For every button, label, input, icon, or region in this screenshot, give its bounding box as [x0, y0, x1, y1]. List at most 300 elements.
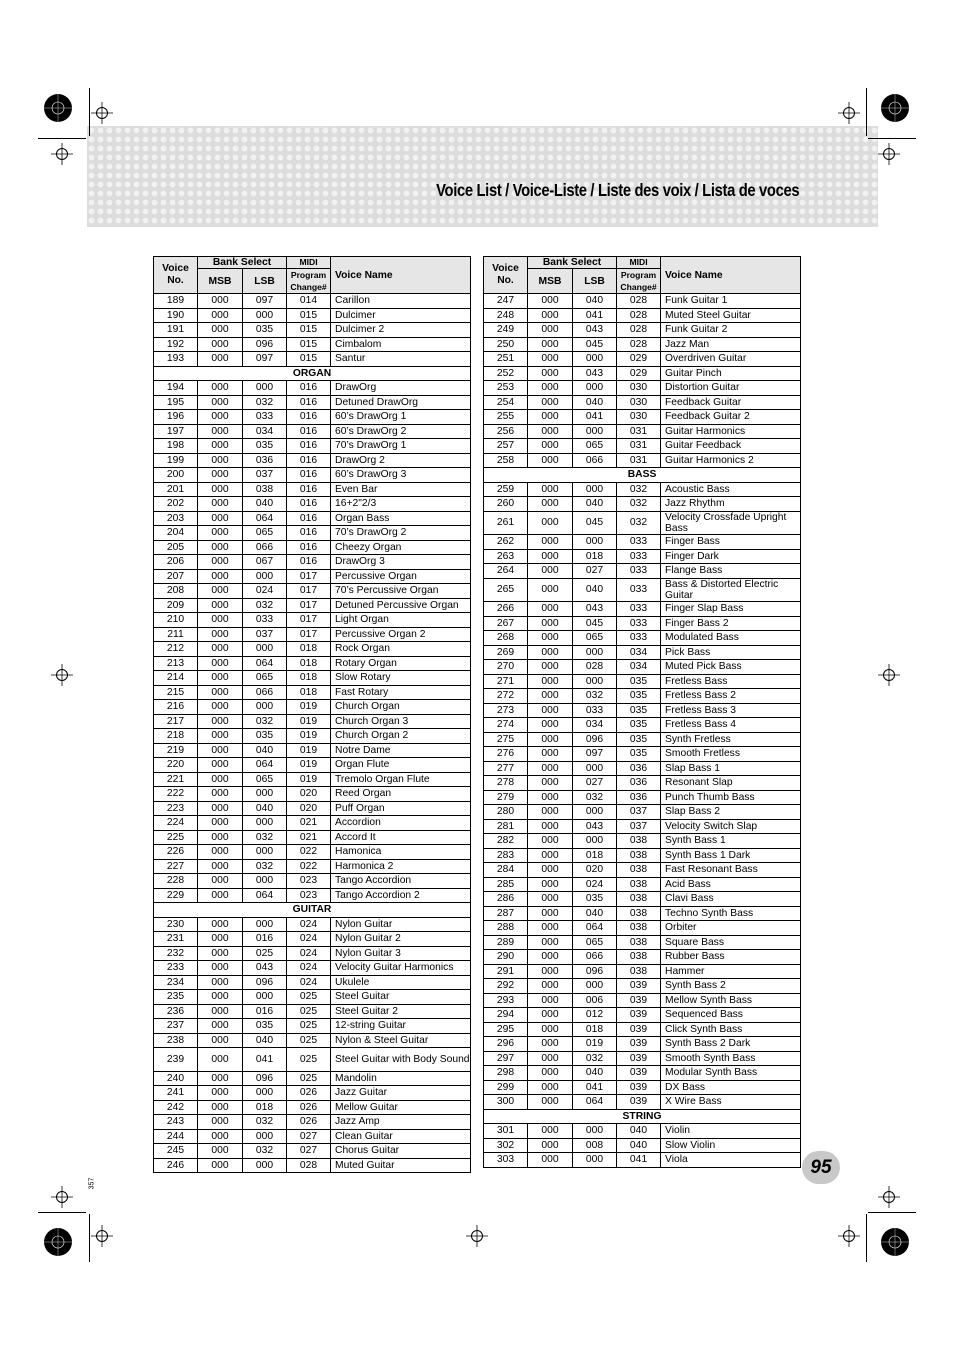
- lsb-cell: 000: [573, 381, 617, 396]
- table-row: [154, 700, 471, 715]
- msb-cell: 000: [198, 410, 243, 425]
- msb-cell: 000: [198, 381, 243, 396]
- voice-number-cell: 210: [154, 613, 198, 628]
- voice-name-cell: Accordion: [331, 816, 471, 831]
- table-row: [154, 946, 471, 961]
- voice-number-cell: 273: [484, 703, 528, 718]
- voice-name-cell: Slow Violin: [661, 1138, 801, 1153]
- voice-name-cell: Church Organ: [331, 700, 471, 715]
- registration-disc-icon: [43, 1227, 73, 1257]
- voice-number-cell: 267: [484, 616, 528, 631]
- program-change-cell: 036: [617, 761, 661, 776]
- header-voice-name: Voice Name: [331, 257, 471, 294]
- msb-cell: 000: [528, 848, 573, 863]
- voice-number-cell: 286: [484, 892, 528, 907]
- table-row: [484, 660, 801, 675]
- lsb-cell: 000: [573, 482, 617, 497]
- voice-number-cell: 228: [154, 874, 198, 889]
- msb-cell: 000: [198, 743, 243, 758]
- table-row: [154, 1071, 471, 1086]
- voice-number-cell: 269: [484, 645, 528, 660]
- voice-number-cell: 235: [154, 990, 198, 1005]
- lsb-cell: 000: [243, 700, 287, 715]
- voice-number-cell: 220: [154, 758, 198, 773]
- voice-number-cell: 214: [154, 671, 198, 686]
- msb-cell: 000: [528, 950, 573, 965]
- table-row: [484, 1080, 801, 1095]
- section-header-row: [484, 468, 801, 483]
- voice-number-cell: 247: [484, 294, 528, 309]
- program-change-cell: 016: [287, 482, 331, 497]
- table-row: [154, 859, 471, 874]
- voice-number-cell: 280: [484, 805, 528, 820]
- msb-cell: 000: [198, 1048, 243, 1072]
- lsb-cell: 040: [573, 395, 617, 410]
- header-midi: MIDI: [287, 257, 331, 269]
- voice-number-cell: 203: [154, 511, 198, 526]
- msb-cell: 000: [528, 535, 573, 550]
- crop-mark: [868, 138, 916, 139]
- msb-cell: 000: [528, 366, 573, 381]
- voice-name-cell: Reed Organ: [331, 787, 471, 802]
- program-change-cell: 022: [287, 859, 331, 874]
- voice-number-cell: 199: [154, 453, 198, 468]
- lsb-cell: 032: [243, 714, 287, 729]
- table-row: [484, 863, 801, 878]
- voice-name-cell: DrawOrg 2: [331, 453, 471, 468]
- lsb-cell: 000: [243, 874, 287, 889]
- msb-cell: 000: [198, 888, 243, 903]
- msb-cell: 000: [198, 685, 243, 700]
- voice-number-cell: 248: [484, 308, 528, 323]
- lsb-cell: 027: [573, 776, 617, 791]
- voice-number-cell: 256: [484, 424, 528, 439]
- lsb-cell: 037: [243, 627, 287, 642]
- voice-number-cell: 223: [154, 801, 198, 816]
- program-change-cell: 033: [617, 535, 661, 550]
- voice-number-cell: 240: [154, 1071, 198, 1086]
- voice-name-cell: 16+2"2/3: [331, 497, 471, 512]
- table-row: [484, 1051, 801, 1066]
- table-row: [484, 819, 801, 834]
- msb-cell: 000: [198, 932, 243, 947]
- msb-cell: 000: [198, 787, 243, 802]
- msb-cell: 000: [528, 834, 573, 849]
- voice-number-cell: 241: [154, 1086, 198, 1101]
- msb-cell: 000: [528, 921, 573, 936]
- lsb-cell: 040: [243, 1033, 287, 1048]
- table-row: [154, 598, 471, 613]
- msb-cell: 000: [528, 689, 573, 704]
- voice-name-cell: Finger Dark: [661, 549, 801, 564]
- voice-number-cell: 194: [154, 381, 198, 396]
- voice-name-cell: Acoustic Bass: [661, 482, 801, 497]
- voice-number-cell: 271: [484, 674, 528, 689]
- program-change-cell: 017: [287, 598, 331, 613]
- msb-cell: 000: [198, 1033, 243, 1048]
- msb-cell: 000: [198, 700, 243, 715]
- table-row: [154, 526, 471, 541]
- lsb-cell: 032: [573, 790, 617, 805]
- voice-number-cell: 298: [484, 1066, 528, 1081]
- lsb-cell: 040: [243, 801, 287, 816]
- table-row: [484, 616, 801, 631]
- msb-cell: 000: [198, 729, 243, 744]
- msb-cell: 000: [528, 964, 573, 979]
- table-row: [154, 932, 471, 947]
- program-change-cell: 040: [617, 1138, 661, 1153]
- header-bank-select: Bank Select: [198, 257, 287, 269]
- voice-name-cell: 70’s DrawOrg 2: [331, 526, 471, 541]
- voice-name-cell: Percussive Organ: [331, 569, 471, 584]
- voice-number-cell: 237: [154, 1019, 198, 1034]
- voice-number-cell: 233: [154, 961, 198, 976]
- program-change-cell: 038: [617, 892, 661, 907]
- table-row: [484, 337, 801, 352]
- lsb-cell: 041: [573, 1080, 617, 1095]
- voice-number-cell: 243: [154, 1115, 198, 1130]
- lsb-cell: 097: [573, 747, 617, 762]
- voice-number-cell: 257: [484, 439, 528, 454]
- voice-name-cell: Organ Bass: [331, 511, 471, 526]
- voice-name-cell: 12-string Guitar: [331, 1019, 471, 1034]
- msb-cell: 000: [198, 975, 243, 990]
- table-row: [484, 323, 801, 338]
- lsb-cell: 067: [243, 555, 287, 570]
- lsb-cell: 045: [573, 511, 617, 535]
- voice-name-cell: Acid Bass: [661, 877, 801, 892]
- table-row: [154, 845, 471, 860]
- lsb-cell: 064: [243, 511, 287, 526]
- msb-cell: 000: [198, 497, 243, 512]
- lsb-cell: 064: [243, 888, 287, 903]
- voice-name-cell: Santur: [331, 352, 471, 367]
- voice-name-cell: Fretless Bass: [661, 674, 801, 689]
- program-change-cell: 017: [287, 613, 331, 628]
- crop-mark: [866, 1214, 867, 1262]
- msb-cell: 000: [198, 627, 243, 642]
- msb-cell: 000: [198, 656, 243, 671]
- crop-mark: [89, 1214, 90, 1262]
- voice-number-cell: 252: [484, 366, 528, 381]
- voice-number-cell: 255: [484, 410, 528, 425]
- program-change-cell: 015: [287, 308, 331, 323]
- voice-name-cell: Clean Guitar: [331, 1129, 471, 1144]
- lsb-cell: 000: [243, 381, 287, 396]
- program-change-cell: 035: [617, 747, 661, 762]
- msb-cell: 000: [198, 1100, 243, 1115]
- program-change-cell: 016: [287, 526, 331, 541]
- table-row: [484, 1022, 801, 1037]
- program-change-cell: 021: [287, 830, 331, 845]
- program-change-cell: 016: [287, 511, 331, 526]
- voice-number-cell: 218: [154, 729, 198, 744]
- voice-name-cell: Steel Guitar with Body Sound: [331, 1048, 471, 1072]
- header-midi: MIDI: [617, 257, 661, 269]
- lsb-cell: 034: [573, 718, 617, 733]
- msb-cell: 000: [198, 859, 243, 874]
- program-change-cell: 038: [617, 921, 661, 936]
- voice-number-cell: 262: [484, 535, 528, 550]
- program-change-cell: 034: [617, 645, 661, 660]
- msb-cell: 000: [528, 747, 573, 762]
- program-change-cell: 016: [287, 497, 331, 512]
- msb-cell: 000: [528, 1095, 573, 1110]
- lsb-cell: 018: [573, 1022, 617, 1037]
- voice-number-cell: 238: [154, 1033, 198, 1048]
- lsb-cell: 020: [573, 863, 617, 878]
- voice-name-cell: Nylon & Steel Guitar: [331, 1033, 471, 1048]
- lsb-cell: 028: [573, 660, 617, 675]
- lsb-cell: 045: [573, 337, 617, 352]
- program-change-cell: 025: [287, 1071, 331, 1086]
- voice-name-cell: Steel Guitar 2: [331, 1004, 471, 1019]
- table-row: [154, 801, 471, 816]
- voice-number-cell: 259: [484, 482, 528, 497]
- lsb-cell: 000: [243, 569, 287, 584]
- voice-name-cell: Jazz Rhythm: [661, 497, 801, 512]
- program-change-cell: 039: [617, 1066, 661, 1081]
- table-row: [484, 747, 801, 762]
- program-change-cell: 024: [287, 946, 331, 961]
- lsb-cell: 045: [573, 616, 617, 631]
- table-row: [484, 482, 801, 497]
- voice-number-cell: 245: [154, 1144, 198, 1159]
- msb-cell: 000: [528, 352, 573, 367]
- voice-name-cell: Guitar Feedback: [661, 439, 801, 454]
- table-row: [484, 564, 801, 579]
- lsb-cell: 034: [243, 424, 287, 439]
- table-row: [484, 308, 801, 323]
- table-row: [154, 1158, 471, 1173]
- msb-cell: 000: [528, 1080, 573, 1095]
- header-program-change: Program Change#: [287, 269, 331, 294]
- table-row: [484, 761, 801, 776]
- msb-cell: 000: [528, 602, 573, 617]
- voice-name-cell: Bass & Distorted Electric Guitar: [661, 578, 801, 602]
- lsb-cell: 040: [573, 906, 617, 921]
- voice-name-cell: Velocity Guitar Harmonics: [331, 961, 471, 976]
- lsb-cell: 032: [243, 598, 287, 613]
- program-change-cell: 039: [617, 993, 661, 1008]
- msb-cell: 000: [528, 294, 573, 309]
- voice-number-cell: 191: [154, 323, 198, 338]
- table-row: [484, 674, 801, 689]
- voice-name-cell: Feedback Guitar: [661, 395, 801, 410]
- program-change-cell: 015: [287, 337, 331, 352]
- registration-disc-icon: [880, 93, 910, 123]
- voice-number-cell: 290: [484, 950, 528, 965]
- header-lsb: LSB: [243, 269, 287, 294]
- voice-number-cell: 277: [484, 761, 528, 776]
- table-row: [154, 352, 471, 367]
- lsb-cell: 065: [573, 631, 617, 646]
- program-change-cell: 028: [617, 294, 661, 309]
- program-change-cell: 026: [287, 1100, 331, 1115]
- voice-name-cell: Finger Bass: [661, 535, 801, 550]
- voice-name-cell: Guitar Pinch: [661, 366, 801, 381]
- program-change-cell: 018: [287, 642, 331, 657]
- voice-number-cell: 268: [484, 631, 528, 646]
- msb-cell: 000: [528, 979, 573, 994]
- voice-name-cell: Feedback Guitar 2: [661, 410, 801, 425]
- msb-cell: 000: [528, 674, 573, 689]
- msb-cell: 000: [198, 352, 243, 367]
- lsb-cell: 000: [243, 308, 287, 323]
- table-row: [484, 631, 801, 646]
- voice-number-cell: 190: [154, 308, 198, 323]
- voice-name-cell: Jazz Man: [661, 337, 801, 352]
- program-change-cell: 028: [617, 337, 661, 352]
- program-change-cell: 039: [617, 1095, 661, 1110]
- lsb-cell: 066: [573, 950, 617, 965]
- program-change-cell: 025: [287, 1033, 331, 1048]
- msb-cell: 000: [528, 1066, 573, 1081]
- voice-number-cell: 292: [484, 979, 528, 994]
- msb-cell: 000: [198, 439, 243, 454]
- table-row: [154, 1115, 471, 1130]
- lsb-cell: 000: [243, 1129, 287, 1144]
- lsb-cell: 000: [243, 787, 287, 802]
- table-row: [154, 888, 471, 903]
- voice-number-cell: 197: [154, 424, 198, 439]
- lsb-cell: 043: [573, 819, 617, 834]
- voice-number-cell: 200: [154, 468, 198, 483]
- header-voice-no: Voice No.: [154, 257, 198, 294]
- lsb-cell: 019: [573, 1037, 617, 1052]
- lsb-cell: 035: [243, 729, 287, 744]
- lsb-cell: 096: [243, 975, 287, 990]
- table-row: [154, 511, 471, 526]
- voice-table-right-body: [484, 294, 801, 1168]
- registration-target-icon: [51, 664, 73, 686]
- msb-cell: 000: [198, 990, 243, 1005]
- lsb-cell: 027: [573, 564, 617, 579]
- lsb-cell: 000: [573, 535, 617, 550]
- lsb-cell: 035: [243, 1019, 287, 1034]
- voice-number-cell: 208: [154, 584, 198, 599]
- voice-number-cell: 287: [484, 906, 528, 921]
- table-row: [154, 555, 471, 570]
- voice-name-cell: DrawOrg 3: [331, 555, 471, 570]
- voice-name-cell: Smooth Fretless: [661, 747, 801, 762]
- voice-number-cell: 278: [484, 776, 528, 791]
- voice-name-cell: Violin: [661, 1124, 801, 1139]
- lsb-cell: 000: [243, 845, 287, 860]
- lsb-cell: 043: [243, 961, 287, 976]
- msb-cell: 000: [528, 511, 573, 535]
- table-row: [154, 772, 471, 787]
- lsb-cell: 035: [243, 323, 287, 338]
- lsb-cell: 037: [243, 468, 287, 483]
- lsb-cell: 032: [243, 830, 287, 845]
- voice-number-cell: 284: [484, 863, 528, 878]
- voice-name-cell: Fretless Bass 2: [661, 689, 801, 704]
- voice-name-cell: 60’s DrawOrg 2: [331, 424, 471, 439]
- voice-name-cell: Fast Resonant Bass: [661, 863, 801, 878]
- msb-cell: 000: [528, 805, 573, 820]
- table-row: [484, 410, 801, 425]
- voice-number-cell: 294: [484, 1008, 528, 1023]
- table-row: [154, 787, 471, 802]
- voice-name-cell: Mellow Guitar: [331, 1100, 471, 1115]
- lsb-cell: 000: [573, 424, 617, 439]
- program-change-cell: 025: [287, 1004, 331, 1019]
- lsb-cell: 033: [243, 613, 287, 628]
- voice-name-cell: Mandolin: [331, 1071, 471, 1086]
- voice-name-cell: Cimbalom: [331, 337, 471, 352]
- voice-name-cell: Organ Flute: [331, 758, 471, 773]
- section-header-row: [154, 366, 471, 381]
- header-program-change: Program Change#: [617, 269, 661, 294]
- table-row: [154, 1019, 471, 1034]
- program-change-cell: 016: [287, 453, 331, 468]
- program-change-cell: 027: [287, 1129, 331, 1144]
- section-header-row: [484, 1109, 801, 1124]
- section-header-row: [154, 903, 471, 918]
- table-row: [154, 439, 471, 454]
- program-change-cell: 024: [287, 961, 331, 976]
- table-row: [484, 950, 801, 965]
- voice-name-cell: Percussive Organ 2: [331, 627, 471, 642]
- lsb-cell: 018: [573, 549, 617, 564]
- table-row: [484, 366, 801, 381]
- program-change-cell: 030: [617, 381, 661, 396]
- voice-name-cell: Tremolo Organ Flute: [331, 772, 471, 787]
- program-change-cell: 016: [287, 555, 331, 570]
- voice-number-cell: 253: [484, 381, 528, 396]
- lsb-cell: 065: [243, 671, 287, 686]
- voice-name-cell: Chorus Guitar: [331, 1144, 471, 1159]
- registration-target-icon: [878, 143, 900, 165]
- voice-number-cell: 189: [154, 294, 198, 309]
- msb-cell: 000: [528, 703, 573, 718]
- print-code: 357: [88, 1177, 96, 1190]
- msb-cell: 000: [198, 1019, 243, 1034]
- voice-name-cell: DX Bass: [661, 1080, 801, 1095]
- voice-name-cell: Light Organ: [331, 613, 471, 628]
- program-change-cell: 034: [617, 660, 661, 675]
- voice-name-cell: Fretless Bass 3: [661, 703, 801, 718]
- msb-cell: 000: [528, 395, 573, 410]
- msb-cell: 000: [198, 337, 243, 352]
- lsb-cell: 041: [243, 1048, 287, 1072]
- msb-cell: 000: [198, 1144, 243, 1159]
- lsb-cell: 096: [243, 337, 287, 352]
- table-row: [154, 482, 471, 497]
- msb-cell: 000: [528, 993, 573, 1008]
- lsb-cell: 018: [243, 1100, 287, 1115]
- lsb-cell: 000: [573, 352, 617, 367]
- table-row: [154, 337, 471, 352]
- program-change-cell: 029: [617, 352, 661, 367]
- program-change-cell: 016: [287, 540, 331, 555]
- table-row: [154, 729, 471, 744]
- table-row: [484, 294, 801, 309]
- lsb-cell: 000: [243, 990, 287, 1005]
- voice-number-cell: 261: [484, 511, 528, 535]
- msb-cell: 000: [198, 801, 243, 816]
- msb-cell: 000: [528, 424, 573, 439]
- lsb-cell: 064: [573, 921, 617, 936]
- crop-mark: [89, 88, 90, 136]
- table-row: [154, 1033, 471, 1048]
- voice-number-cell: 274: [484, 718, 528, 733]
- program-change-cell: 032: [617, 511, 661, 535]
- msb-cell: 000: [198, 1158, 243, 1173]
- table-row: [154, 990, 471, 1005]
- table-row: [154, 453, 471, 468]
